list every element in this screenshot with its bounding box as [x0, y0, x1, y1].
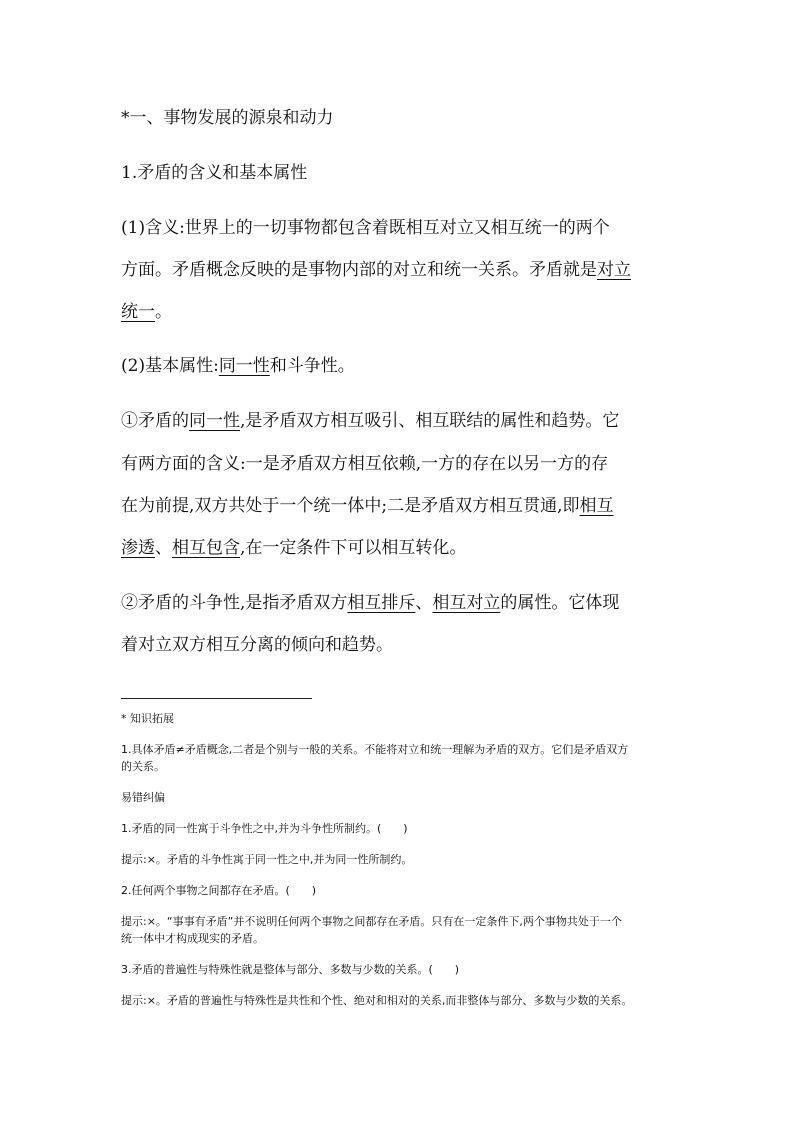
footnote-divider — [121, 698, 312, 699]
underlined-term: 相互包含 — [172, 538, 240, 558]
footnote-text: 的关系。 — [121, 760, 165, 773]
underlined-term: 相互对立 — [432, 593, 501, 613]
para-meaning-line2: 方面。矛盾概念反映的是事物内部的对立和统一关系。矛盾就是对立 — [121, 260, 631, 280]
underlined-term: 对立 — [597, 260, 631, 280]
para-identity-line3: 在为前提,双方共处于一个统一体中;二是矛盾双方相互贯通,即相互 — [121, 496, 614, 516]
underlined-term: 渗透 — [121, 538, 155, 558]
section-title: 1.矛盾的含义和基本属性 — [121, 163, 308, 183]
underlined-term: 相互排斥 — [347, 593, 416, 613]
footnote-heading: * 知识拓展 — [121, 712, 174, 725]
para-meaning-line3: 统一。 — [121, 302, 172, 322]
underlined-term: 同一性 — [189, 411, 240, 431]
footnote-text: 1.具体矛盾≠矛盾概念,二者是个别与一般的关系。不能将对立和统一理解为矛盾的双方。它们是矛盾双方 — [121, 743, 629, 756]
footnote-question: 3.矛盾的普遍性与特殊性就是整体与部分、多数与少数的关系。( ) — [121, 963, 460, 976]
footnote-subheading: 易错纠偏 — [121, 791, 165, 804]
underlined-term: 统一 — [121, 302, 155, 322]
para-identity-line4: 渗透、相互包含,在一定条件下可以相互转化。 — [121, 538, 467, 558]
para-struggle-line1: ②矛盾的斗争性,是指矛盾双方相互排斥、相互对立的属性。它体现 — [121, 593, 620, 613]
footnote-hint: 提示:×。矛盾的普遍性与特殊性是共性和个性、绝对和相对的关系,而非整体与部分、多数与少数的关系。 — [121, 994, 633, 1007]
footnote-hint: 统一体中才构成现实的矛盾。 — [121, 932, 264, 945]
para-identity-line2: 有两方面的含义:一是矛盾双方相互依赖,一方的存在以另一方的存 — [121, 454, 609, 474]
footnote-question: 2.任何两个事物之间都存在矛盾。( ) — [121, 884, 317, 897]
underlined-term: 同一性 — [218, 356, 270, 376]
para-identity-line1: ①矛盾的同一性,是矛盾双方相互吸引、相互联结的属性和趋势。它 — [121, 411, 620, 431]
footnote-question: 1.矛盾的同一性寓于斗争性之中,并为斗争性所制约。( ) — [121, 822, 408, 835]
heading: *一、事物发展的源泉和动力 — [121, 108, 334, 128]
footnote-hint: 提示:×。“事事有矛盾”并不说明任何两个事物之间都存在矛盾。只有在一定条件下,两个事物共处于一个 — [121, 915, 622, 928]
para-struggle-line2: 着对立双方相互分离的倾向和趋势。 — [121, 635, 393, 655]
underlined-term: 相互 — [579, 496, 614, 516]
para-meaning-line1: (1)含义:世界上的一切事物都包含着既相互对立又相互统一的两个 — [121, 218, 610, 238]
para-attributes: (2)基本属性:同一性和斗争性。 — [121, 356, 355, 376]
footnote-hint: 提示:×。矛盾的斗争性寓于同一性之中,并为同一性所制约。 — [121, 853, 413, 866]
